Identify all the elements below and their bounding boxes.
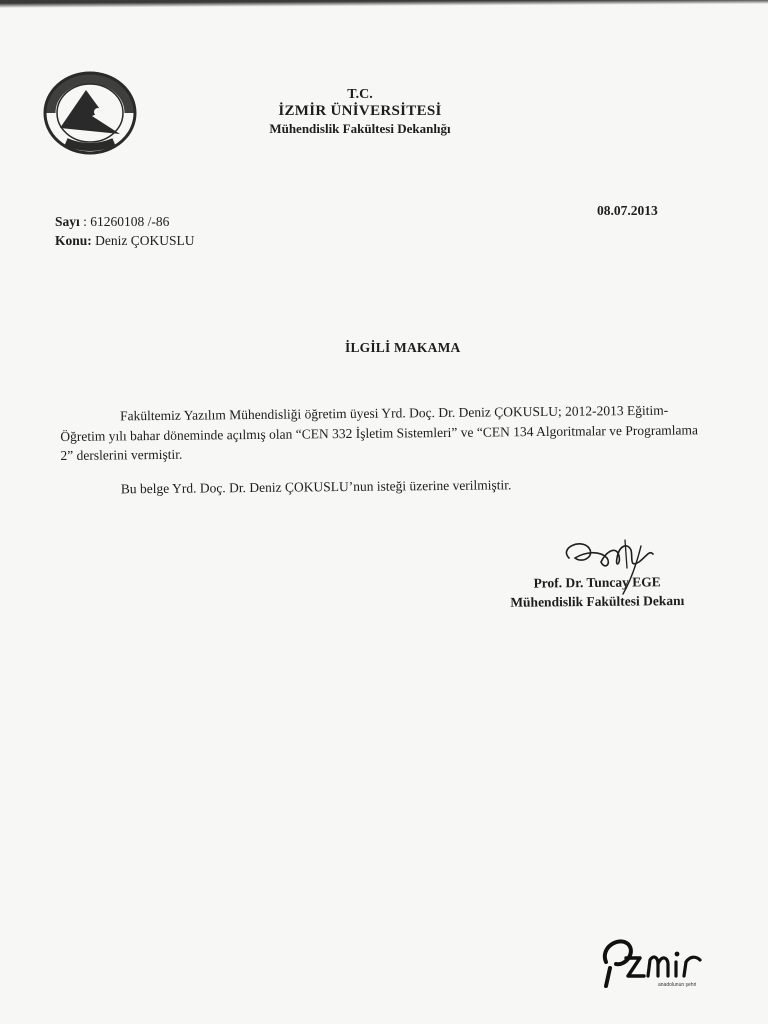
letterhead-faculty: Mühendislik Fakültesi Dekanlığı	[269, 121, 451, 136]
reference-number-line	[55, 212, 195, 231]
university-seal	[40, 68, 140, 158]
reference-number-label: Sayı	[55, 214, 80, 229]
izmir-city-logo	[596, 928, 716, 990]
izmir-logo-tagline: anadolunun şehri	[658, 982, 697, 988]
letterhead	[200, 86, 520, 137]
reference-block	[55, 212, 195, 250]
body-paragraph-1: Fakültemiz Yazılım Mühendisliği öğretim üyesi Yrd. Doç. Dr. Deniz ÇOKUSLU; 2012-2013 Eğitim-Öğretim yılı bahar döneminde açılmış olan “CEN 332 İşletim Sistemleri” ve “CEN 134 Algoritmalar ve Programlama 2” derslerini vermiştir.	[60, 402, 699, 463]
letterhead-university: İZMİR ÜNİVERSİTESİ	[278, 103, 442, 119]
university-seal-icon	[40, 68, 140, 158]
signer-title: Mühendislik Fakültesi Dekanı	[510, 592, 685, 610]
signer-block	[492, 572, 702, 612]
reference-subject-value: Deniz ÇOKUSLU	[95, 233, 195, 248]
signer-name: Prof. Dr. Tuncay EGE	[533, 574, 661, 591]
letterhead-tc: T.C.	[347, 87, 373, 102]
letter-body	[60, 400, 701, 499]
body-paragraph-2: Bu belge Yrd. Doç. Dr. Deniz ÇOKUSLU’nun isteği üzerine verilmiştir.	[120, 476, 512, 496]
document-date: 08.07.2013	[597, 203, 658, 218]
reference-subject-line	[55, 231, 195, 250]
reference-number-value: : 61260108 /-86	[83, 214, 170, 229]
izmir-logo-icon	[596, 928, 716, 990]
reference-subject-label: Konu:	[55, 233, 92, 248]
addressee-heading: İLGİLİ MAKAMA	[345, 340, 461, 355]
